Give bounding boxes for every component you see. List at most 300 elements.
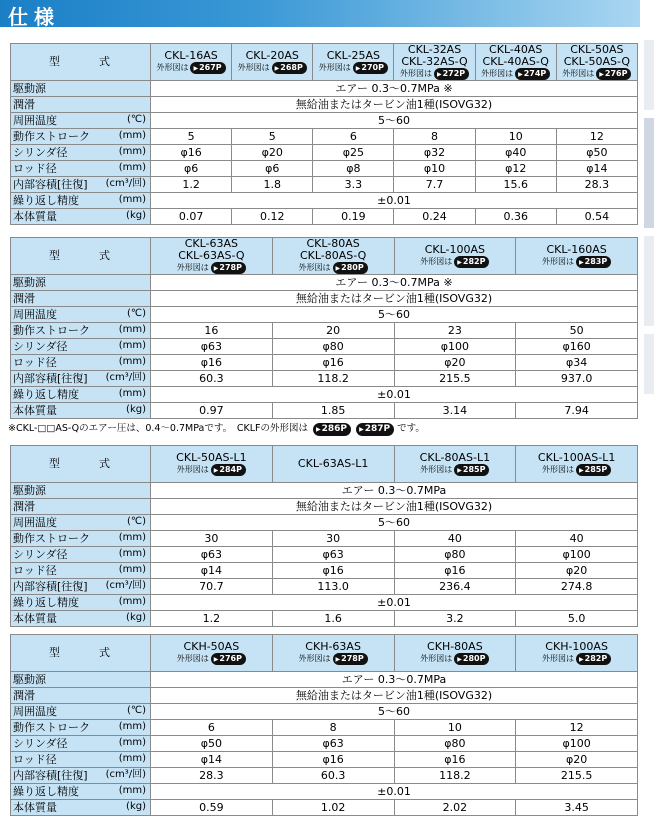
spec-value: 5.0 xyxy=(516,611,638,627)
row-unit: (kg) xyxy=(126,612,146,623)
model-name: CKL-20AS xyxy=(245,49,299,62)
spec-value-wide: 5～60 xyxy=(151,515,638,531)
model-name: CKH-63AS xyxy=(305,640,361,653)
model-header-cell xyxy=(151,635,273,672)
spec-row-repeat xyxy=(11,387,638,403)
outline-drawing-ref xyxy=(313,62,393,74)
spec-value: φ16 xyxy=(151,145,232,161)
row-label-text: シリンダ径 xyxy=(13,339,68,353)
row-label xyxy=(11,483,151,499)
spec-row-drive xyxy=(11,81,638,97)
spec-value: 6 xyxy=(313,129,394,145)
row-label-text: ロッド径 xyxy=(13,355,57,369)
ref-prefix: 外形図は xyxy=(237,63,270,72)
outline-drawing-ref xyxy=(151,464,272,476)
outline-drawing-ref xyxy=(395,256,516,268)
row-label xyxy=(11,129,151,145)
spec-row-lube xyxy=(11,688,638,704)
row-label xyxy=(11,291,151,307)
row-label xyxy=(11,579,151,595)
spec-row-rod xyxy=(11,752,638,768)
spec-value: φ20 xyxy=(516,752,638,768)
row-unit: (mm) xyxy=(118,356,146,367)
ref-prefix: 外形図は xyxy=(318,63,351,72)
row-label-text: 繰り返し精度 xyxy=(13,193,79,207)
row-label xyxy=(11,145,151,161)
row-unit: (℃) xyxy=(126,308,146,319)
spec-value: φ20 xyxy=(516,563,638,579)
row-label xyxy=(11,688,151,704)
outline-drawing-ref xyxy=(232,62,312,74)
spec-row-volume xyxy=(11,371,638,387)
spec-value: 274.8 xyxy=(516,579,638,595)
page-ref-badge[interactable]: ▶ 283P xyxy=(576,256,611,268)
model-name: CKL-63AS-L1 xyxy=(297,457,369,470)
row-label xyxy=(11,177,151,193)
spec-value: φ100 xyxy=(516,547,638,563)
spec-row-mass xyxy=(11,800,638,816)
spec-value: φ10 xyxy=(394,161,475,177)
row-label xyxy=(11,339,151,355)
model-header-cell xyxy=(313,44,394,81)
spec-value: φ14 xyxy=(556,161,637,177)
spec-value: 3.45 xyxy=(516,800,638,816)
page-ref-badge[interactable]: ▶ 285P xyxy=(576,464,611,476)
model-header-cell xyxy=(272,446,394,483)
ref-prefix: 外形図は xyxy=(542,654,575,663)
ref-prefix: 外形図は xyxy=(176,654,209,663)
ref-prefix: 外形図は xyxy=(562,69,595,78)
row-unit: (mm) xyxy=(118,548,146,559)
row-label-text: 動作ストローク xyxy=(13,129,90,143)
spec-value-wide: 5～60 xyxy=(151,113,638,129)
row-label xyxy=(11,209,151,225)
model-name: CKL-80AS-L1 xyxy=(419,451,491,464)
spec-value: 0.54 xyxy=(556,209,637,225)
row-label-text: 本体質量 xyxy=(13,403,57,417)
spec-value: φ80 xyxy=(394,736,516,752)
spec-value: 12 xyxy=(556,129,637,145)
page-ref-badge[interactable]: ▶ 287P xyxy=(356,423,394,436)
row-unit: (mm) xyxy=(118,596,146,607)
row-label-text: 潤滑 xyxy=(13,97,35,111)
model-header-cell xyxy=(151,44,232,81)
model-header-cell xyxy=(394,238,516,275)
page-ref-badge[interactable]: ▶ 280P xyxy=(333,262,368,274)
spec-value: φ25 xyxy=(313,145,394,161)
page-ref-badge[interactable]: ▶ 282P xyxy=(576,653,611,665)
row-label xyxy=(11,611,151,627)
row-label-text: 動作ストローク xyxy=(13,323,90,337)
spec-value: 12 xyxy=(516,720,638,736)
spec-row-lube xyxy=(11,291,638,307)
section-banner xyxy=(0,0,640,27)
spec-value: 0.36 xyxy=(475,209,556,225)
row-unit: (mm) xyxy=(118,753,146,764)
row-label-text: 潤滑 xyxy=(13,499,35,513)
row-label-text: 駆動源 xyxy=(13,672,46,686)
ref-prefix: 外形図は xyxy=(399,69,432,78)
model-header-cell xyxy=(272,238,394,275)
spec-row-lube xyxy=(11,97,638,113)
model-header-cell xyxy=(475,44,556,81)
model-header-cell xyxy=(516,238,638,275)
spec-value-wide: 無給油またはタービン油1種(ISOVG32) xyxy=(151,291,638,307)
spec-value: 7.94 xyxy=(516,403,638,419)
model-header-cell xyxy=(272,635,394,672)
spec-row-rod xyxy=(11,563,638,579)
spec-value: φ12 xyxy=(475,161,556,177)
spec-value: 0.12 xyxy=(232,209,313,225)
spec-value: φ50 xyxy=(556,145,637,161)
spec-value: φ34 xyxy=(516,355,638,371)
row-label xyxy=(11,323,151,339)
spec-row-stroke xyxy=(11,720,638,736)
spec-value: 28.3 xyxy=(556,177,637,193)
model-name: CKL-50AS-L1 xyxy=(176,451,247,464)
row-label-text: 内部容積[往復] xyxy=(13,579,88,593)
row-unit: (cm³/回) xyxy=(105,178,146,189)
spec-value: φ16 xyxy=(151,355,273,371)
spec-value: 236.4 xyxy=(394,579,516,595)
model-name: CKL-100AS xyxy=(424,243,486,256)
page-ref-badge[interactable]: ▶ 282P xyxy=(454,256,489,268)
spec-value: 8 xyxy=(394,129,475,145)
row-label xyxy=(11,161,151,177)
spec-row-volume xyxy=(11,177,638,193)
outline-drawing-ref xyxy=(557,68,637,80)
row-unit: (mm) xyxy=(118,194,146,205)
model-name: CKH-50AS xyxy=(183,640,240,653)
row-label-text: 繰り返し精度 xyxy=(13,595,79,609)
row-unit: (kg) xyxy=(126,210,146,221)
spec-value: 7.7 xyxy=(394,177,475,193)
spec-value: φ16 xyxy=(394,752,516,768)
spec-value: 16 xyxy=(151,323,273,339)
row-label xyxy=(11,371,151,387)
spec-value-wide: 無給油またはタービン油1種(ISOVG32) xyxy=(151,499,638,515)
spec-value-wide: エアー 0.3～0.7MPa ※ xyxy=(151,275,638,291)
spec-value: 0.19 xyxy=(313,209,394,225)
spec-value: 1.02 xyxy=(272,800,394,816)
spec-row-drive xyxy=(11,672,638,688)
ref-prefix: 外形図は xyxy=(481,69,514,78)
spec-value: φ63 xyxy=(151,547,273,563)
spec-row-bore xyxy=(11,736,638,752)
outline-drawing-ref xyxy=(516,653,637,665)
page-ref-badge[interactable]: ▶ 286P xyxy=(313,423,351,436)
spec-value: 1.2 xyxy=(151,177,232,193)
page-title: 仕様 xyxy=(8,5,60,29)
page-ref-badge[interactable]: ▶ 270P xyxy=(353,62,388,74)
spec-row-stroke xyxy=(11,129,638,145)
side-index-tab-active[interactable] xyxy=(644,118,654,228)
row-unit: (mm) xyxy=(118,785,146,796)
spec-row-rod xyxy=(11,355,638,371)
model-name: CKL-160AS xyxy=(546,243,607,256)
spec-row-mass xyxy=(11,611,638,627)
spec-value: φ40 xyxy=(475,145,556,161)
spec-value: 10 xyxy=(394,720,516,736)
row-label xyxy=(11,563,151,579)
row-unit: (cm³/回) xyxy=(105,372,146,383)
model-header-label: 型 式 xyxy=(11,44,151,81)
outline-drawing-ref xyxy=(151,62,231,74)
model-header-cell xyxy=(394,446,516,483)
model-name: CKL-25AS xyxy=(326,49,381,62)
row-label-text: 繰り返し精度 xyxy=(13,784,79,798)
row-unit: (mm) xyxy=(118,388,146,399)
spec-value: 118.2 xyxy=(272,371,394,387)
ref-prefix: 外形図は xyxy=(176,263,209,272)
outline-drawing-ref xyxy=(273,262,394,274)
model-header-label: 型 式 xyxy=(11,446,151,483)
spec-value: φ14 xyxy=(151,563,273,579)
row-label xyxy=(11,97,151,113)
spec-value-wide: エアー 0.3～0.7MPa xyxy=(151,483,638,499)
row-label-text: 繰り返し精度 xyxy=(13,387,79,401)
side-index-tab[interactable] xyxy=(644,334,654,394)
row-label-text: 潤滑 xyxy=(13,688,35,702)
spec-value: 1.85 xyxy=(272,403,394,419)
spec-value: 20 xyxy=(272,323,394,339)
spec-row-drive xyxy=(11,483,638,499)
table-header-row xyxy=(11,446,638,483)
row-unit: (kg) xyxy=(126,801,146,812)
spec-table xyxy=(10,237,638,419)
spec-row-stroke xyxy=(11,531,638,547)
spec-value: φ100 xyxy=(516,736,638,752)
page-ref-badge[interactable]: ▶ 272P xyxy=(434,68,469,80)
spec-table xyxy=(10,445,638,627)
row-label-text: シリンダ径 xyxy=(13,145,68,159)
row-label-text: 駆動源 xyxy=(13,483,46,497)
spec-value: φ32 xyxy=(394,145,475,161)
spec-row-repeat xyxy=(11,595,638,611)
row-unit: (℃) xyxy=(126,705,146,716)
page-ref-badge[interactable]: ▶ 284P xyxy=(211,464,246,476)
spec-row-bore xyxy=(11,145,638,161)
row-label xyxy=(11,193,151,209)
spec-row-temp xyxy=(11,515,638,531)
row-unit: (mm) xyxy=(118,324,146,335)
spec-value: 5 xyxy=(151,129,232,145)
row-label xyxy=(11,81,151,97)
outline-drawing-ref xyxy=(476,68,556,80)
table-header-row xyxy=(11,44,638,81)
row-label xyxy=(11,784,151,800)
row-label xyxy=(11,800,151,816)
ref-prefix: 外形図は xyxy=(298,654,331,663)
spec-value: 8 xyxy=(272,720,394,736)
page-ref-badge[interactable]: ▶ 276P xyxy=(596,68,631,80)
row-label-text: 内部容積[往復] xyxy=(13,371,88,385)
outline-drawing-ref xyxy=(395,464,516,476)
page-ref-badge[interactable]: ▶ 276P xyxy=(211,653,246,665)
row-unit: (℃) xyxy=(126,516,146,527)
row-label-text: 駆動源 xyxy=(13,81,46,95)
spec-value: φ63 xyxy=(272,736,394,752)
row-label-text: 潤滑 xyxy=(13,291,35,305)
spec-value: 215.5 xyxy=(516,768,638,784)
spec-row-drive xyxy=(11,275,638,291)
row-unit: (cm³/回) xyxy=(105,580,146,591)
outline-drawing-ref xyxy=(151,262,272,274)
ref-prefix: 外形図は xyxy=(176,465,209,474)
model-header-cell xyxy=(151,238,273,275)
row-label-text: 本体質量 xyxy=(13,209,57,223)
row-unit: (mm) xyxy=(118,146,146,157)
page-ref-badge[interactable]: ▶ 278P xyxy=(211,262,246,274)
outline-drawing-ref xyxy=(516,464,637,476)
spec-value: 15.6 xyxy=(475,177,556,193)
row-label-text: シリンダ径 xyxy=(13,547,68,561)
row-label xyxy=(11,595,151,611)
model-name: CKL-100AS-L1 xyxy=(537,451,616,464)
spec-table xyxy=(10,43,638,225)
row-unit: (mm) xyxy=(118,340,146,351)
row-unit: (mm) xyxy=(118,737,146,748)
model-name: CKL-16AS xyxy=(164,49,218,62)
ref-prefix: 外形図は xyxy=(420,465,453,474)
spec-value-wide: エアー 0.3～0.7MPa xyxy=(151,672,638,688)
page-ref-badge[interactable]: ▶ 274P xyxy=(515,68,550,80)
spec-table xyxy=(10,634,638,816)
spec-value: 113.0 xyxy=(272,579,394,595)
footnote-text: ※CKL-□□AS-Qのエアー圧は、0.4～0.7MPaです。 CKLFの外形図は xyxy=(8,423,308,434)
spec-row-repeat xyxy=(11,193,638,209)
row-label xyxy=(11,547,151,563)
row-unit: (mm) xyxy=(118,721,146,732)
model-header-label: 型 式 xyxy=(11,238,151,275)
spec-value: φ20 xyxy=(232,145,313,161)
spec-row-bore xyxy=(11,339,638,355)
spec-value: 28.3 xyxy=(151,768,273,784)
page-ref-badge[interactable]: ▶ 268P xyxy=(272,62,307,74)
table-header-row xyxy=(11,238,638,275)
spec-value: 1.8 xyxy=(232,177,313,193)
spec-value: φ63 xyxy=(272,547,394,563)
row-unit: (mm) xyxy=(118,564,146,575)
model-header-cell xyxy=(151,446,273,483)
spec-value: φ6 xyxy=(151,161,232,177)
model-name: CKL-40AS CKL-40AS-Q xyxy=(482,43,549,68)
spec-value: 40 xyxy=(516,531,638,547)
ref-prefix: 外形図は xyxy=(156,63,189,72)
spec-value-wide: ±0.01 xyxy=(151,193,638,209)
row-label xyxy=(11,704,151,720)
ref-prefix: 外形図は xyxy=(420,257,453,266)
row-label-text: シリンダ径 xyxy=(13,736,68,750)
spec-value: 937.0 xyxy=(516,371,638,387)
spec-value: φ100 xyxy=(394,339,516,355)
spec-value: 30 xyxy=(151,531,273,547)
side-index-tab[interactable] xyxy=(644,40,654,110)
row-label xyxy=(11,499,151,515)
outline-drawing-ref xyxy=(151,653,272,665)
row-label-text: 本体質量 xyxy=(13,611,57,625)
table-header-row xyxy=(11,635,638,672)
row-unit: (mm) xyxy=(118,130,146,141)
row-label-text: 周囲温度 xyxy=(13,515,57,529)
spec-value: 70.7 xyxy=(151,579,273,595)
page-ref-badge[interactable]: ▶ 267P xyxy=(190,62,225,74)
row-label xyxy=(11,768,151,784)
row-label-text: ロッド径 xyxy=(13,752,57,766)
side-index-tab[interactable] xyxy=(644,236,654,326)
spec-value: 1.2 xyxy=(151,611,273,627)
spec-value: 1.6 xyxy=(272,611,394,627)
model-name: CKH-80AS xyxy=(427,640,483,653)
page-ref-badge[interactable]: ▶ 280P xyxy=(454,653,489,665)
row-label xyxy=(11,113,151,129)
row-label xyxy=(11,355,151,371)
model-name: CKL-80AS CKL-80AS-Q xyxy=(299,237,367,262)
spec-value: 50 xyxy=(516,323,638,339)
model-header-cell xyxy=(394,44,475,81)
model-header-cell xyxy=(516,635,638,672)
spec-value: 5 xyxy=(232,129,313,145)
model-header-cell xyxy=(556,44,637,81)
spec-value: φ80 xyxy=(394,547,516,563)
spec-value-wide: 無給油またはタービン油1種(ISOVG32) xyxy=(151,97,638,113)
spec-row-rod xyxy=(11,161,638,177)
row-label xyxy=(11,672,151,688)
spec-value-wide: エアー 0.3～0.7MPa ※ xyxy=(151,81,638,97)
spec-value: 10 xyxy=(475,129,556,145)
spec-value: 60.3 xyxy=(272,768,394,784)
spec-value: 3.3 xyxy=(313,177,394,193)
spec-value-wide: ±0.01 xyxy=(151,784,638,800)
row-unit: (℃) xyxy=(126,114,146,125)
row-unit: (mm) xyxy=(118,532,146,543)
spec-value-wide: ±0.01 xyxy=(151,387,638,403)
page-ref-badge[interactable]: ▶ 278P xyxy=(333,653,368,665)
row-unit: (mm) xyxy=(118,162,146,173)
spec-value: φ50 xyxy=(151,736,273,752)
spec-row-repeat xyxy=(11,784,638,800)
spec-value: 0.59 xyxy=(151,800,273,816)
spec-value: φ8 xyxy=(313,161,394,177)
outline-drawing-ref xyxy=(395,653,516,665)
row-label xyxy=(11,736,151,752)
spec-value: 6 xyxy=(151,720,273,736)
spec-value-wide: 5～60 xyxy=(151,704,638,720)
row-label-text: 周囲温度 xyxy=(13,113,57,127)
spec-row-stroke xyxy=(11,323,638,339)
spec-value: φ14 xyxy=(151,752,273,768)
model-header-label: 型 式 xyxy=(11,635,151,672)
row-unit: (kg) xyxy=(126,404,146,415)
row-label-text: 内部容積[往復] xyxy=(13,177,88,191)
spec-row-mass xyxy=(11,403,638,419)
spec-value-wide: ±0.01 xyxy=(151,595,638,611)
page-ref-badge[interactable]: ▶ 285P xyxy=(454,464,489,476)
spec-value: φ63 xyxy=(151,339,273,355)
model-name: CKH-100AS xyxy=(545,640,608,653)
spec-value: φ20 xyxy=(394,355,516,371)
row-label xyxy=(11,531,151,547)
spec-value: φ16 xyxy=(272,752,394,768)
spec-value: φ16 xyxy=(394,563,516,579)
spec-value: φ16 xyxy=(272,355,394,371)
spec-value: 0.24 xyxy=(394,209,475,225)
model-name: CKL-63AS CKL-63AS-Q xyxy=(178,237,245,262)
model-header-cell xyxy=(516,446,638,483)
row-label xyxy=(11,515,151,531)
model-header-cell xyxy=(394,635,516,672)
outline-drawing-ref xyxy=(273,653,394,665)
